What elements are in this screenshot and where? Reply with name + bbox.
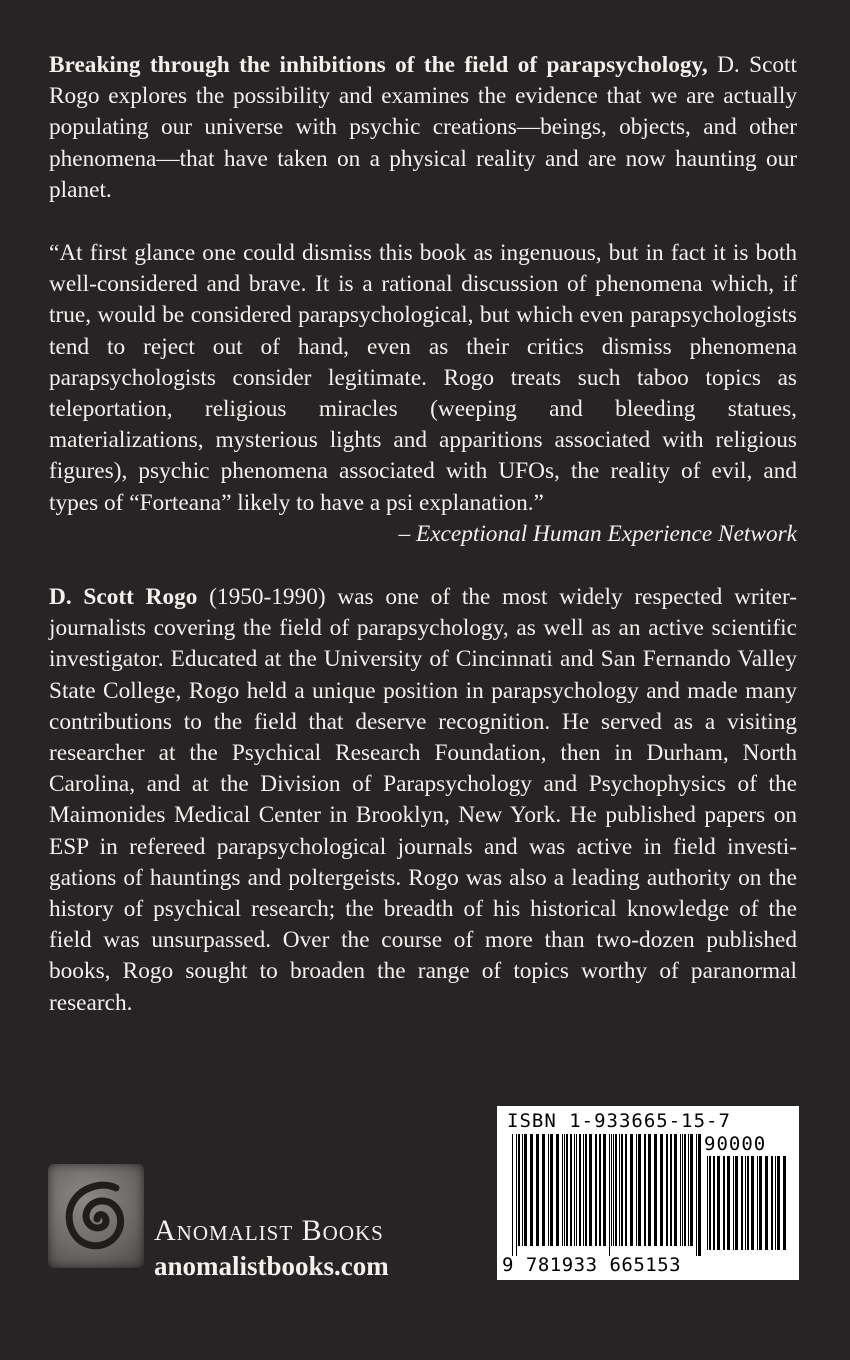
barcode-bar [741, 1156, 743, 1250]
ean-digits: 9 781933 665153 [502, 1254, 682, 1276]
barcode-bar [522, 1134, 523, 1246]
blurb-lead: Breaking through the inhibitions of the field of parapsychology, [49, 52, 708, 78]
barcode-bar [765, 1156, 768, 1250]
barcode-bar [630, 1134, 633, 1246]
barcode-bar [757, 1156, 758, 1250]
barcode-bar [707, 1156, 708, 1250]
barcode-bar [548, 1134, 549, 1246]
review-paragraph [49, 238, 797, 550]
blurb-paragraph [49, 50, 797, 206]
barcode-bar [759, 1156, 762, 1250]
barcode-bar [751, 1156, 754, 1250]
barcode-bar [566, 1134, 568, 1246]
author-bio [49, 582, 797, 1019]
barcode-bar [542, 1134, 545, 1246]
barcode-bar [723, 1156, 725, 1250]
barcode-bar [680, 1134, 681, 1246]
barcode-bar [674, 1134, 677, 1246]
barcode-bar [585, 1134, 587, 1246]
barcode-bar [595, 1134, 597, 1246]
barcode-bar [713, 1156, 715, 1250]
price-code: 90000 [704, 1133, 767, 1155]
author-bio-text: (1950-1990) was one of the most widely respected writer-journalists covering the field of parapsychology, as well as an active scientific investigator. Educated at the University of Cincinnati and San Fernando Valley State College, Rogo held a unique position in parapsychology and made many contributions to the field that deserve recognition. He served as a visiting researcher at the Psychical Research Foundation, then in Durham, North Carolina, and at the Division of Parapsychology and Psychophysics of the Maimonides Medical Center in Brooklyn, New York. He published papers on ESP in refereed parapsychological journals and was active in field investigations of hauntings and poltergeists. Rogo was also a leading authority on the history of psychical research; the breadth of his historical knowledge of the field was unsurpassed. Over the course of more than two-dozen published books, Rogo sought to broaden the range of topics worthy of paranormal research. [49, 584, 798, 1016]
barcode-bar [530, 1134, 533, 1246]
barcode-bar [735, 1156, 738, 1250]
barcode-bar [611, 1134, 612, 1246]
barcode-bar [589, 1134, 592, 1246]
review-attribution: – Exceptional Human Experience Network [398, 520, 797, 547]
isbn-barcode [497, 1106, 799, 1280]
barcode-bar [666, 1134, 668, 1246]
barcode-bar [771, 1156, 773, 1250]
barcode-bar [660, 1134, 663, 1246]
barcode-bar [777, 1156, 780, 1250]
barcode-bar [636, 1134, 637, 1246]
publisher-name: Anomalist Books [154, 1214, 384, 1247]
barcode-bar [682, 1134, 683, 1246]
barcode-bar [745, 1156, 746, 1250]
barcode-bar [516, 1134, 517, 1256]
barcode-bar [562, 1134, 563, 1246]
ean-bars [512, 1134, 702, 1256]
barcode-bar [747, 1156, 749, 1250]
barcode-bar [670, 1134, 672, 1246]
barcode-bar [576, 1134, 577, 1246]
barcode-bar [564, 1134, 565, 1246]
barcode-bar [698, 1134, 701, 1256]
barcode-bar [648, 1134, 651, 1246]
barcode-bar [688, 1134, 689, 1246]
barcode-bar [638, 1134, 641, 1246]
barcode-bar [783, 1156, 786, 1250]
barcode-bar [609, 1134, 610, 1256]
barcode-bar [524, 1134, 527, 1246]
barcode-bar [727, 1156, 730, 1250]
barcode-bar [644, 1134, 646, 1246]
barcode-bar [717, 1156, 720, 1250]
barcode-bar [556, 1134, 559, 1246]
spiral-stone-icon [48, 1164, 144, 1268]
blurb-text: D. Scott Rogo explores the possibility and examines the evidence that we are actually populating our universe with psychic creations—beings, objects, and other phenomena—that have taken on a physical reality and are now haunting our planet. [49, 52, 797, 203]
barcode-bar [709, 1156, 711, 1250]
barcode-bar [733, 1156, 734, 1250]
isbn-label: ISBN 1-933665-15-7 [507, 1110, 731, 1132]
barcode-bar [690, 1134, 693, 1246]
publisher-url: anomalistbooks.com [154, 1251, 389, 1281]
barcode-bar [615, 1134, 617, 1246]
barcode-bar [579, 1134, 581, 1246]
barcode-bar [583, 1134, 584, 1246]
barcode-bar [684, 1134, 686, 1246]
review-quote: “At first glance one could dismiss this book as ingenuous, but in fact it is both well-considered and brave. It is a rational discussion of phenomena which, if true, would be considered parapsychological, but which even parapsychologists tend to reject out of hand, even as their critics dismiss phenomena parapsychologists consider legitimate. Rogo treats such taboo topics as teleportation, religious miracles (weeping and bleeding statues, materializations, mysterious lights and apparitions associated with religious figures), psychic phenomena associated with UFOs, the reality of evil, and types of “Forteana” likely to have a psi explanation.” [49, 240, 797, 516]
barcode-bar [603, 1134, 606, 1246]
barcode-bar [512, 1134, 513, 1256]
barcode-bar [518, 1134, 520, 1246]
barcode-bar [613, 1134, 614, 1246]
author-name: D. Scott Rogo [49, 584, 198, 610]
barcode-bar [775, 1156, 776, 1250]
barcode-bar [536, 1134, 539, 1246]
barcode-bar [570, 1134, 572, 1246]
barcode-bar [696, 1134, 697, 1256]
barcode-bar [550, 1134, 553, 1246]
barcode-bar [654, 1134, 657, 1246]
barcode-bar [619, 1134, 620, 1246]
barcode-bar [621, 1134, 623, 1246]
barcode-bar [574, 1134, 575, 1246]
addon-bars [707, 1156, 792, 1250]
barcode-bar [625, 1134, 627, 1246]
barcode-bar [599, 1134, 601, 1246]
